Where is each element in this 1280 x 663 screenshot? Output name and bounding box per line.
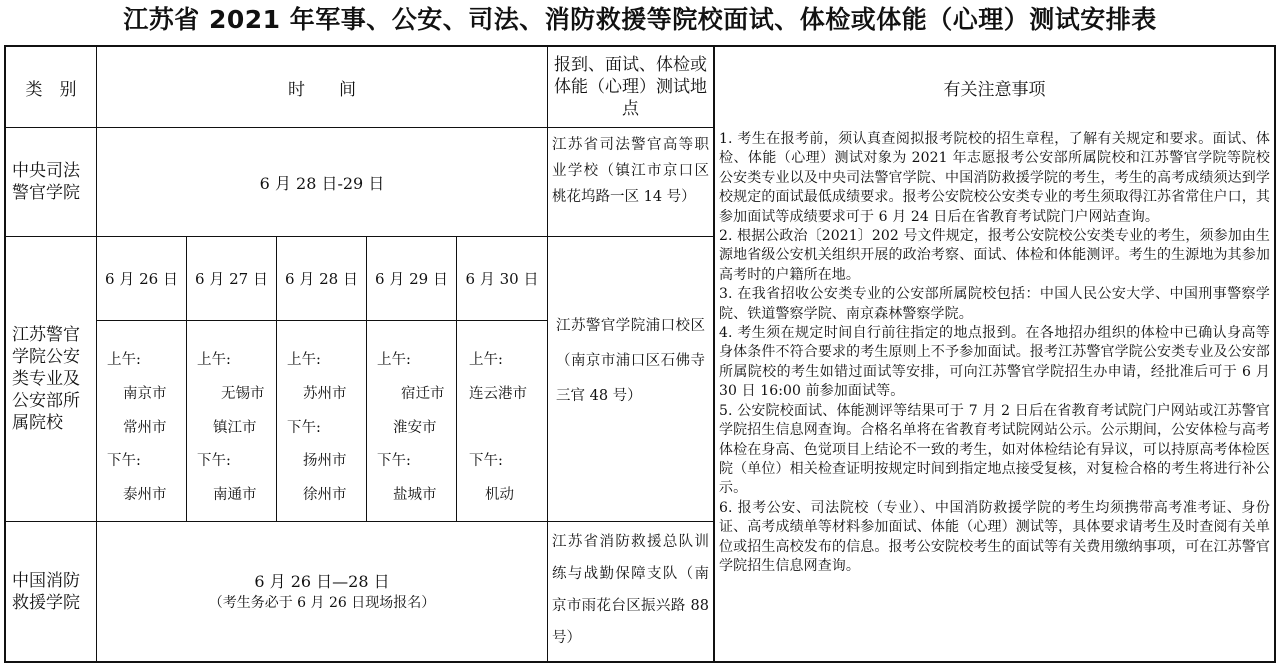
city: 南通市 — [213, 487, 257, 504]
city: 无锡市 — [221, 385, 265, 402]
category-judicial: 中央司法警官学院 — [12, 161, 80, 203]
time-fire — [97, 522, 547, 661]
city: 连云港市 — [469, 385, 527, 402]
city: 常州市 — [123, 419, 167, 436]
city: 徐州市 — [303, 487, 347, 504]
city: 镇江市 — [213, 419, 257, 436]
location-police: 江苏警官学院浦口校区（南京市浦口区石佛寺三官 48 号） — [556, 318, 705, 404]
location-judicial: 江苏省司法警官高等职业学校（镇江市京口区桃花坞路一区 14 号） — [552, 137, 709, 205]
am-label: 上午: — [469, 352, 503, 368]
note-item: 2. 根据公政治〔2021〕202 号文件规定，报考公安院校公安类专业的考生，须参加由生源地省级公安机关组织开展的政治考察、面试、体检和体能测评。考生的生源地为其参加高考时的户籍所在地。 — [719, 228, 1271, 283]
city: 机动 — [485, 487, 514, 504]
date-header: 6 月 28 日 — [285, 270, 358, 288]
category-police: 江苏警官学院公安类专业及公安部所属院校 — [12, 325, 80, 433]
city: 扬州市 — [303, 453, 347, 470]
city: 苏州市 — [303, 385, 347, 402]
note-item: 3. 在我省招收公安类专业的公安部所属院校包括：中国人民公安大学、中国刑事警察学院、铁道警察学院、南京森林警察学院。 — [719, 286, 1270, 322]
city: 淮安市 — [393, 419, 437, 436]
date-header: 6 月 30 日 — [465, 270, 539, 288]
am-label: 上午: — [377, 352, 411, 368]
note-item: 1. 考生在报考前，须认真查阅拟报考院校的招生章程，了解有关规定和要求。面试、体检、体能（心理）测试对象为 2021 年志愿报考公安部所属院校和江苏警官学院等院校公安类专业以及中央司法警官学院、中国消防救援学院的考生，考生的高考成绩须达到学校规定的面试最低成绩要求。报考公安院校公安类专业的考生须取得江苏省常住户口，其参加面试等成绩要求可于 6 月 24 日后在省教育考试院门户网站查询。 — [719, 131, 1270, 225]
schedule-cell — [187, 321, 276, 521]
schedule-cell — [277, 321, 366, 521]
pm-label: 下午: — [469, 453, 503, 470]
date-header: 6 月 29 日 — [375, 270, 448, 288]
header-category: 类 别 — [25, 79, 77, 100]
date-header: 6 月 27 日 — [195, 270, 268, 288]
am-label: 上午: — [287, 352, 321, 368]
notes-list — [715, 128, 1274, 661]
note-item: 6. 报考公安、司法院校（专业）、中国消防救援学院的考生均须携带高考准考证、身份证、高考成绩单等材料参加面试、体能（心理）测试等，具体要求请考生及时查阅有关单位或招生高校发布的信息。报考公安院校考生的面试等有关费用缴纳事项，可在江苏警官学院招生信息网查询。 — [719, 499, 1270, 574]
am-label: 上午: — [107, 352, 141, 368]
time-fire-note: （考生务必于 6 月 26 日现场报名） — [208, 594, 436, 611]
page-title: 江苏省 2021 年军事、公安、司法、消防救援等院校面试、体检或体能（心理）测试安排表 — [123, 5, 1157, 34]
schedule-cell — [97, 321, 186, 521]
schedule-cell — [457, 321, 547, 521]
header-notes: 有关注意事项 — [943, 79, 1046, 100]
pm-label: 下午: — [107, 453, 141, 470]
city: 宿迁市 — [401, 385, 445, 402]
pm-label: 下午: — [197, 453, 231, 470]
city: 南京市 — [123, 385, 167, 402]
city: 盐城市 — [393, 487, 437, 504]
time-fire-range: 6 月 26 日—28 日 — [254, 571, 390, 591]
header-time: 时 间 — [288, 79, 356, 100]
schedule-cell — [367, 321, 456, 521]
date-header: 6 月 26 日 — [105, 270, 178, 288]
note-item: 5. 公安院校面试、体能测评等结果可于 7 月 2 日后在省教育考试院门户网站或江苏警官学院招生信息网查询。合格名单将在省教育考试院网站公示。公示期间，公安体检与高考体检在身高、色觉项目上结论不一致的考生，如对体检结论有异议，可以持原高考体检医院（单位）相关检查证明按规定时间到指定地点接受复核，对复检合格的考生将进行补公示。 — [719, 402, 1270, 497]
location-fire: 江苏省消防救援总队训练与战勤保障支队（南京市雨花台区振兴路 88 号） — [552, 534, 709, 646]
header-location: 报到、面试、体检或体能（心理）测试地点 — [554, 55, 707, 119]
category-fire: 中国消防救援学院 — [12, 570, 80, 613]
note-item: 4. 考生须在规定时间自行前往指定的地点报到。在各地招办组织的体检中已确认身高等身体条件不符合要求的考生原则上不予参加面试。报考江苏警官学院公安类专业及公安部所属院校的考生如错过面试等安排，可向江苏警官学院招生办申请，经批准后可于 6 月 30 日 16:00 前参加面试等。 — [719, 325, 1270, 400]
pm-label: 下午: — [287, 419, 321, 436]
time-judicial: 6 月 28 日-29 日 — [259, 173, 385, 193]
city: 泰州市 — [123, 487, 167, 504]
am-label: 上午: — [197, 352, 231, 368]
pm-label: 下午: — [377, 453, 411, 470]
